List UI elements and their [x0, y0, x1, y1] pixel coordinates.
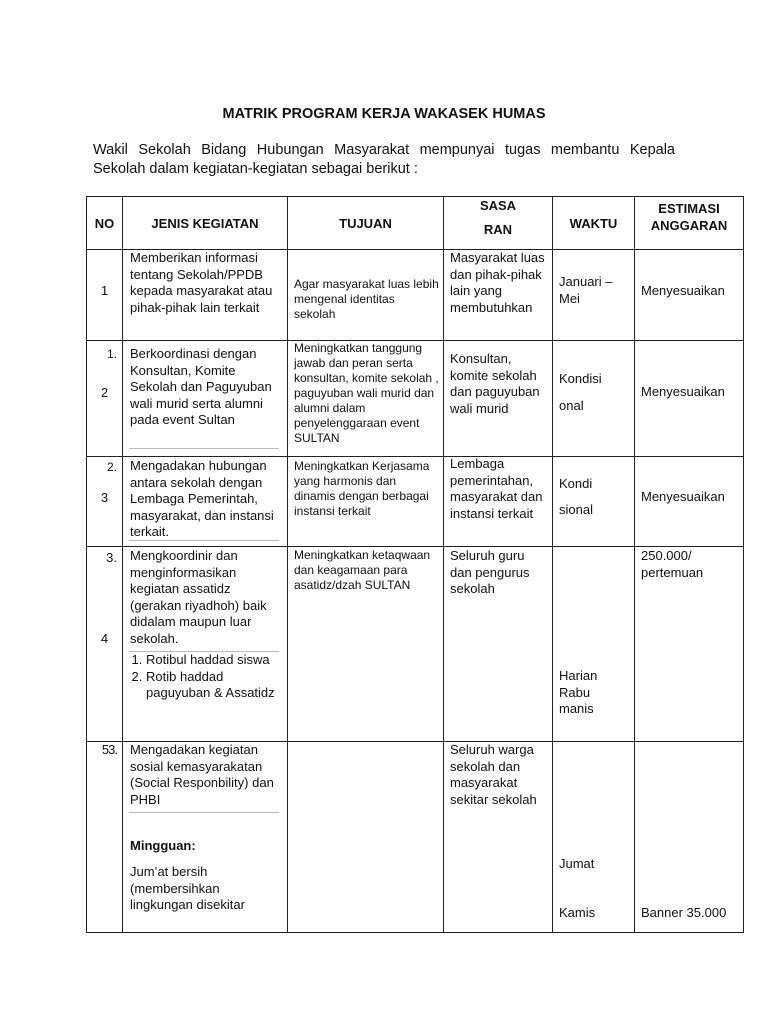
header-sasaran	[444, 197, 553, 250]
header-sasaran-line-2: RAN	[483, 222, 513, 237]
row-2-tujuan: Meningkatkan tanggung jawab dan peran serta konsultan, komite sekolah , paguyuban wali murid dan alumni dalam penyelenggaraan event SULTAN	[294, 341, 439, 445]
row-2-no-cell	[87, 341, 123, 457]
row-3-marker: 2.	[106, 460, 117, 474]
row-2-divider	[129, 448, 279, 449]
row-4-no: 4	[100, 631, 109, 646]
row-1-estimasi: Menyesuaikan	[641, 283, 725, 298]
row-2-waktu-line-2: onal	[559, 398, 584, 413]
row-5-mingguan-text: Jum’at bersih (membersihkan lingkungan disekitar	[130, 864, 245, 912]
row-4-sasaran-cell	[444, 547, 553, 742]
row-2-sasaran: Konsultan, komite sekolah dan paguyuban wali murid	[450, 351, 540, 416]
row-3-waktu-cell	[553, 457, 635, 547]
header-jenis-kegiatan: JENIS KEGIATAN	[123, 197, 288, 250]
row-1-jenis-cell	[123, 250, 288, 341]
row-5-divider	[129, 812, 279, 813]
row-1-waktu: Januari – Mei	[559, 274, 613, 306]
row-3-no: 3	[100, 490, 109, 505]
row-5-estimasi: Banner 35.000	[641, 905, 727, 920]
row-3-tujuan: Meningkatkan Kerjasama yang harmonis dan dinamis dengan berbagai instansi terkait	[294, 459, 430, 518]
row-1-estimasi-cell	[635, 250, 744, 341]
row-5-no	[102, 742, 117, 757]
intro-line-2: Sekolah dalam kegiatan-kegiatan sebagai berikut :	[93, 161, 418, 177]
row-2-sasaran-cell	[444, 341, 553, 457]
row-5-sasaran-cell	[444, 742, 553, 933]
header-estimasi-line-2: ANGGARAN	[650, 218, 728, 233]
row-1-no-cell	[87, 250, 123, 341]
row-4-no-cell	[87, 547, 123, 742]
row-3-sasaran: Lembaga pemerintahan, masyarakat dan instansi terkait	[450, 456, 543, 521]
header-sasaran-line-1: SASA	[479, 198, 517, 213]
row-5-marker: 5	[101, 742, 109, 757]
table-row	[87, 742, 744, 933]
row-1-waktu-cell	[553, 250, 635, 341]
row-4-jenis-cell	[123, 547, 288, 742]
row-2-marker: 1.	[106, 347, 117, 361]
header-tujuan: TUJUAN	[288, 197, 444, 250]
row-2-jenis: Berkoordinasi dengan Konsultan, Komite Sekolah dan Paguyuban wali murid serta alumni pada event Sultan	[130, 346, 272, 427]
row-2-estimasi-cell	[635, 341, 744, 457]
row-2-waktu-line-1: Kondisi	[559, 371, 602, 386]
list-item: 2. Rotib haddad paguyuban & Assatidz	[146, 669, 283, 702]
row-5-tujuan-cell	[288, 742, 444, 933]
row-5-jenis: Mengadakan kegiatan sosial kemasyarakatan (Social Responbility) dan PHBI	[130, 742, 274, 807]
row-4-tujuan: Meningkatkan ketaqwaan dan keagamaan para asatidz/dzah SULTAN	[294, 548, 431, 592]
intro-paragraph	[93, 141, 675, 179]
row-4-sasaran: Seluruh guru dan pengurus sekolah	[450, 548, 530, 596]
header-waktu: WAKTU	[553, 197, 635, 250]
row-2-waktu-cell	[553, 341, 635, 457]
table-header-row	[87, 197, 744, 250]
row-4-waktu-cell	[553, 547, 635, 742]
row-3-no-cell	[87, 457, 123, 547]
row-4-sub-list	[130, 652, 283, 702]
table-row	[87, 250, 744, 341]
row-5-jenis-cell	[123, 742, 288, 933]
row-4-jenis: Mengkoordinir dan menginformasikan kegiatan assatidz (gerakan riyadhoh) baik didalam maupun luar sekolah.	[130, 548, 267, 646]
row-5-waktu-cell	[553, 742, 635, 933]
row-4-estimasi-cell	[635, 547, 744, 742]
header-estimasi	[635, 197, 744, 250]
intro-line-1: Wakil Sekolah Bidang Hubungan Masyarakat mempunyai tugas membantu Kepala	[93, 142, 675, 158]
row-5-estimasi-cell	[635, 742, 744, 933]
row-5-number: 3.	[108, 742, 117, 757]
row-2-jenis-cell	[123, 341, 288, 457]
row-2-estimasi: Menyesuaikan	[641, 384, 725, 399]
row-4-marker: 3.	[106, 550, 117, 565]
row-3-divider	[129, 540, 279, 541]
row-3-estimasi-cell	[635, 457, 744, 547]
row-3-waktu-line-2: sional	[559, 502, 593, 517]
row-3-jenis: Mengadakan hubungan antara sekolah dengan Lembaga Pemerintah, masyarakat, dan instansi terkait.	[130, 458, 274, 539]
row-3-jenis-cell	[123, 457, 288, 547]
row-5-sasaran: Seluruh warga sekolah dan masyarakat sekitar sekolah	[450, 742, 537, 807]
row-1-sasaran-cell	[444, 250, 553, 341]
row-5-waktu-line-2: Kamis	[559, 905, 596, 920]
row-4-waktu: Harian Rabu manis	[559, 668, 598, 716]
row-2-tujuan-cell	[288, 341, 444, 457]
row-1-tujuan-cell	[288, 250, 444, 341]
row-3-sasaran-cell	[444, 457, 553, 547]
list-item: 1. Rotibul haddad siswa	[146, 652, 283, 669]
row-1-jenis: Memberikan informasi tentang Sekolah/PPDB kepada masyarakat atau pihak-pihak lain terkait	[130, 250, 273, 315]
row-1-no: 1	[100, 283, 109, 298]
row-4-estimasi: 250.000/ pertemuan	[641, 548, 704, 580]
row-5-mingguan-label: Mingguan:	[130, 838, 196, 853]
row-4-tujuan-cell	[288, 547, 444, 742]
table-row	[87, 457, 744, 547]
row-3-tujuan-cell	[288, 457, 444, 547]
header-no: NO	[87, 197, 123, 250]
header-estimasi-line-1: ESTIMASI	[658, 201, 720, 216]
row-3-waktu-line-1: Kondi	[559, 476, 593, 491]
table-row	[87, 547, 744, 742]
row-5-waktu-line-1: Jumat	[559, 856, 595, 871]
table-row	[87, 341, 744, 457]
row-2-no: 2	[100, 385, 109, 400]
row-1-tujuan: Agar masyarakat luas lebih mengenal identitas sekolah	[294, 277, 439, 321]
row-3-estimasi: Menyesuaikan	[641, 489, 725, 504]
row-1-sasaran: Masyarakat luas dan pihak-pihak lain yang membutuhkan	[450, 250, 545, 315]
row-5-no-cell	[87, 742, 123, 933]
program-table	[86, 196, 744, 933]
document-title: MATRIK PROGRAM KERJA WAKASEK HUMAS	[222, 106, 546, 122]
